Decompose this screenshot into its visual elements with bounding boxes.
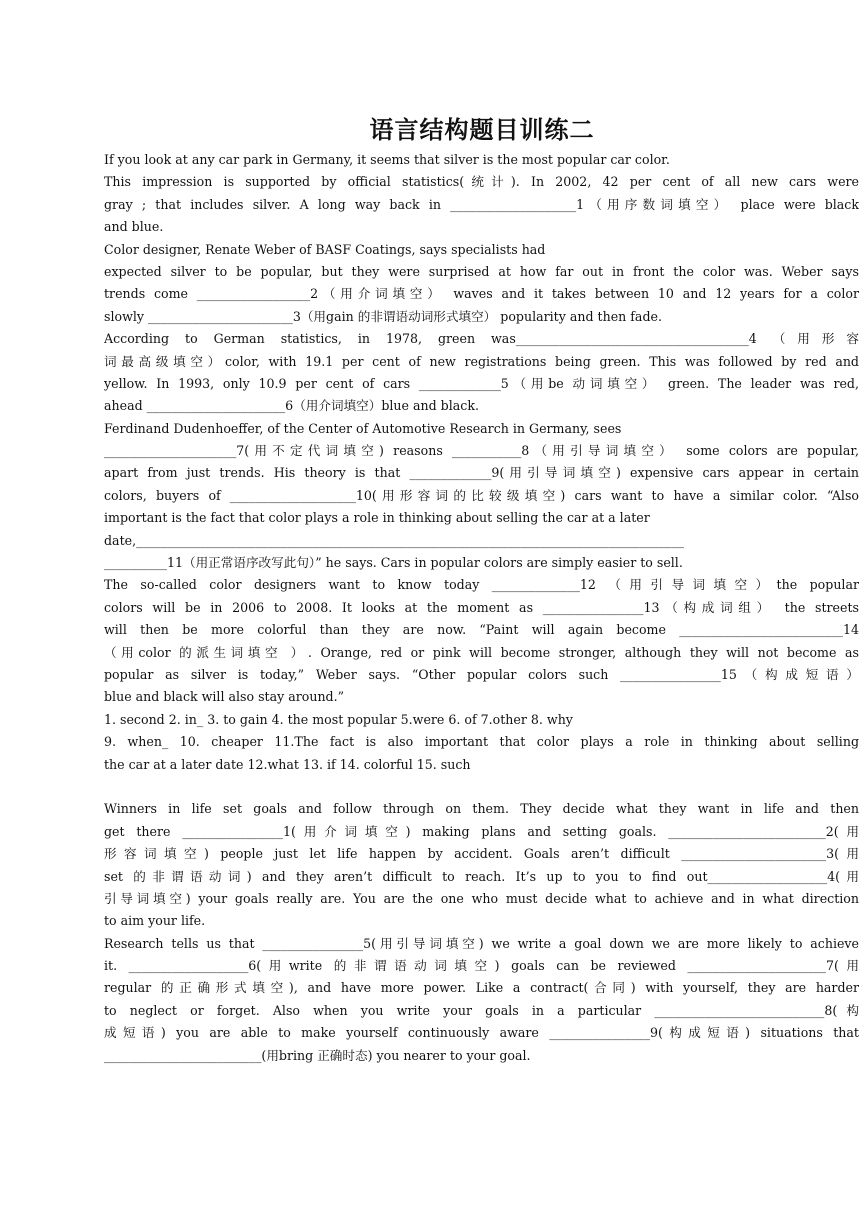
text-line: （用color 的派生词填空 ）. Orange, red or pink will become stronger, although they will not become as [104, 644, 859, 660]
text-line: _________________________(用bring 正确时态) you nearer to your goal. [104, 1047, 531, 1063]
text-line: expected silver to be popular, but they were surprised at how far out in front the color was. Weber says [104, 263, 859, 279]
document-title: 语言结构题目训练二 [369, 116, 595, 144]
text-line: important is the fact that color plays a role in thinking about selling the car at a later [104, 510, 650, 526]
text-line: yellow. In 1993, only 10.9 per cent of cars _____________5（用be 动词填空） green. The leader was red, [104, 375, 859, 391]
text-line: regular 的正确形式填空), and have more power. Like a contract(合同) with yourself, they are harder [104, 980, 859, 996]
answer-line: the car at a later date 12.what 13. if 14. colorful 15. such [104, 756, 471, 772]
text-line: Color designer, Renate Weber of BASF Coatings, says specialists had [104, 241, 546, 257]
text-line: __________11（用正常语序改写此句）” he says. Cars in popular colors are simply easier to sell. [104, 555, 683, 571]
text-line: and blue. [104, 219, 164, 235]
text-line: Ferdinand Dudenhoeffer, of the Center of Automotive Research in Germany, sees [104, 420, 622, 436]
text-line: 成短语) you are able to make yourself continuously aware ________________9(构成短语) situations that [104, 1025, 859, 1041]
text-line: it. ___________________6(用write 的非谓语动词填空) goals can be reviewed ______________________7(用 [104, 958, 859, 974]
text-line: blue and black will also stay around.” [104, 689, 345, 705]
text-line: This impression is supported by official statistics(统计). In 2002, 42 per cent of all new cars were [104, 174, 859, 190]
text-line: If you look at any car park in Germany, it seems that silver is the most popular car color. [104, 152, 670, 167]
text-line: According to German statistics, in 1978, green was_____________________________________4 （用形容 [104, 331, 859, 347]
text-line: 形容词填空) people just let life happen by accident. Goals aren’t difficult _______________________3(用 [104, 846, 859, 862]
text-line: _____________________7(用不定代词填空) reasons ___________8（用引导词填空） some colors are popular, [104, 443, 859, 459]
text-line: slowly _______________________3（用gain 的非谓语动词形式填空） popularity and then fade. [104, 308, 662, 324]
text-line: gray ; that includes silver. A long way back in ____________________1（用序数词填空） place were black [104, 196, 859, 212]
answer-line: 9. when_ 10. cheaper 11.The fact is also important that color plays a role in thinking about selling [104, 734, 859, 750]
document-body [104, 149, 859, 1067]
text-line: Research tells us that ________________5(用引导词填空) we write a goal down we are more likely to achieve [104, 935, 859, 951]
text-line: 引导词填空) your goals really are. You are the one who must decide what to achieve and in what direction [104, 890, 859, 906]
answer-line: 1. second 2. in_ 3. to gain 4. the most popular 5.were 6. of 7.other 8. why [104, 711, 573, 727]
text-line: apart from just trends. His theory is that _____________9(用引导词填空) expensive cars appear in certain [104, 465, 859, 481]
passage-2 [104, 798, 859, 1067]
text-line: to neglect or forget. Also when you write your goals in a particular ___________________________8(构 [104, 1002, 859, 1018]
text-line: colors, buyers of ____________________10(用形容词的比较级填空) cars want to have a similar color. “Also [104, 487, 859, 503]
text-line: colors will be in 2006 to 2008. It looks at the moment as ________________13（构成词组） the streets [104, 599, 859, 615]
answer-key [104, 709, 859, 776]
section-gap [104, 776, 859, 798]
text-line: will then be more colorful than they are now. “Paint will again become __________________________14 [104, 622, 859, 638]
text-line: popular as silver is today,” Weber says. “Other popular colors such ________________15（构成短语） [104, 666, 859, 682]
text-line: to aim your life. [104, 913, 206, 929]
text-line: trends come __________________2（用介词填空） waves and it takes between 10 and 12 years for a color [104, 286, 859, 302]
passage-1 [104, 149, 859, 709]
text-line: The so-called color designers want to know today ______________12 （用引导词填空）the popular [104, 577, 859, 593]
text-line: ahead ______________________6（用介词填空）blue and black. [104, 398, 479, 414]
text-line: set 的非谓语动词) and they aren’t difficult to reach. It’s up to you to find out___________________4(用 [104, 868, 859, 884]
text-line: Winners in life set goals and follow through on them. They decide what they want in life and then [104, 801, 859, 817]
text-line: get there ________________1(用介词填空) making plans and setting goals. _________________________2(用 [104, 823, 859, 839]
text-line: 词最高级填空）color, with 19.1 per cent of new registrations being green. This was followed by red and [104, 353, 859, 369]
text-line: date,_______________________________________________________________________________________ [104, 532, 684, 548]
